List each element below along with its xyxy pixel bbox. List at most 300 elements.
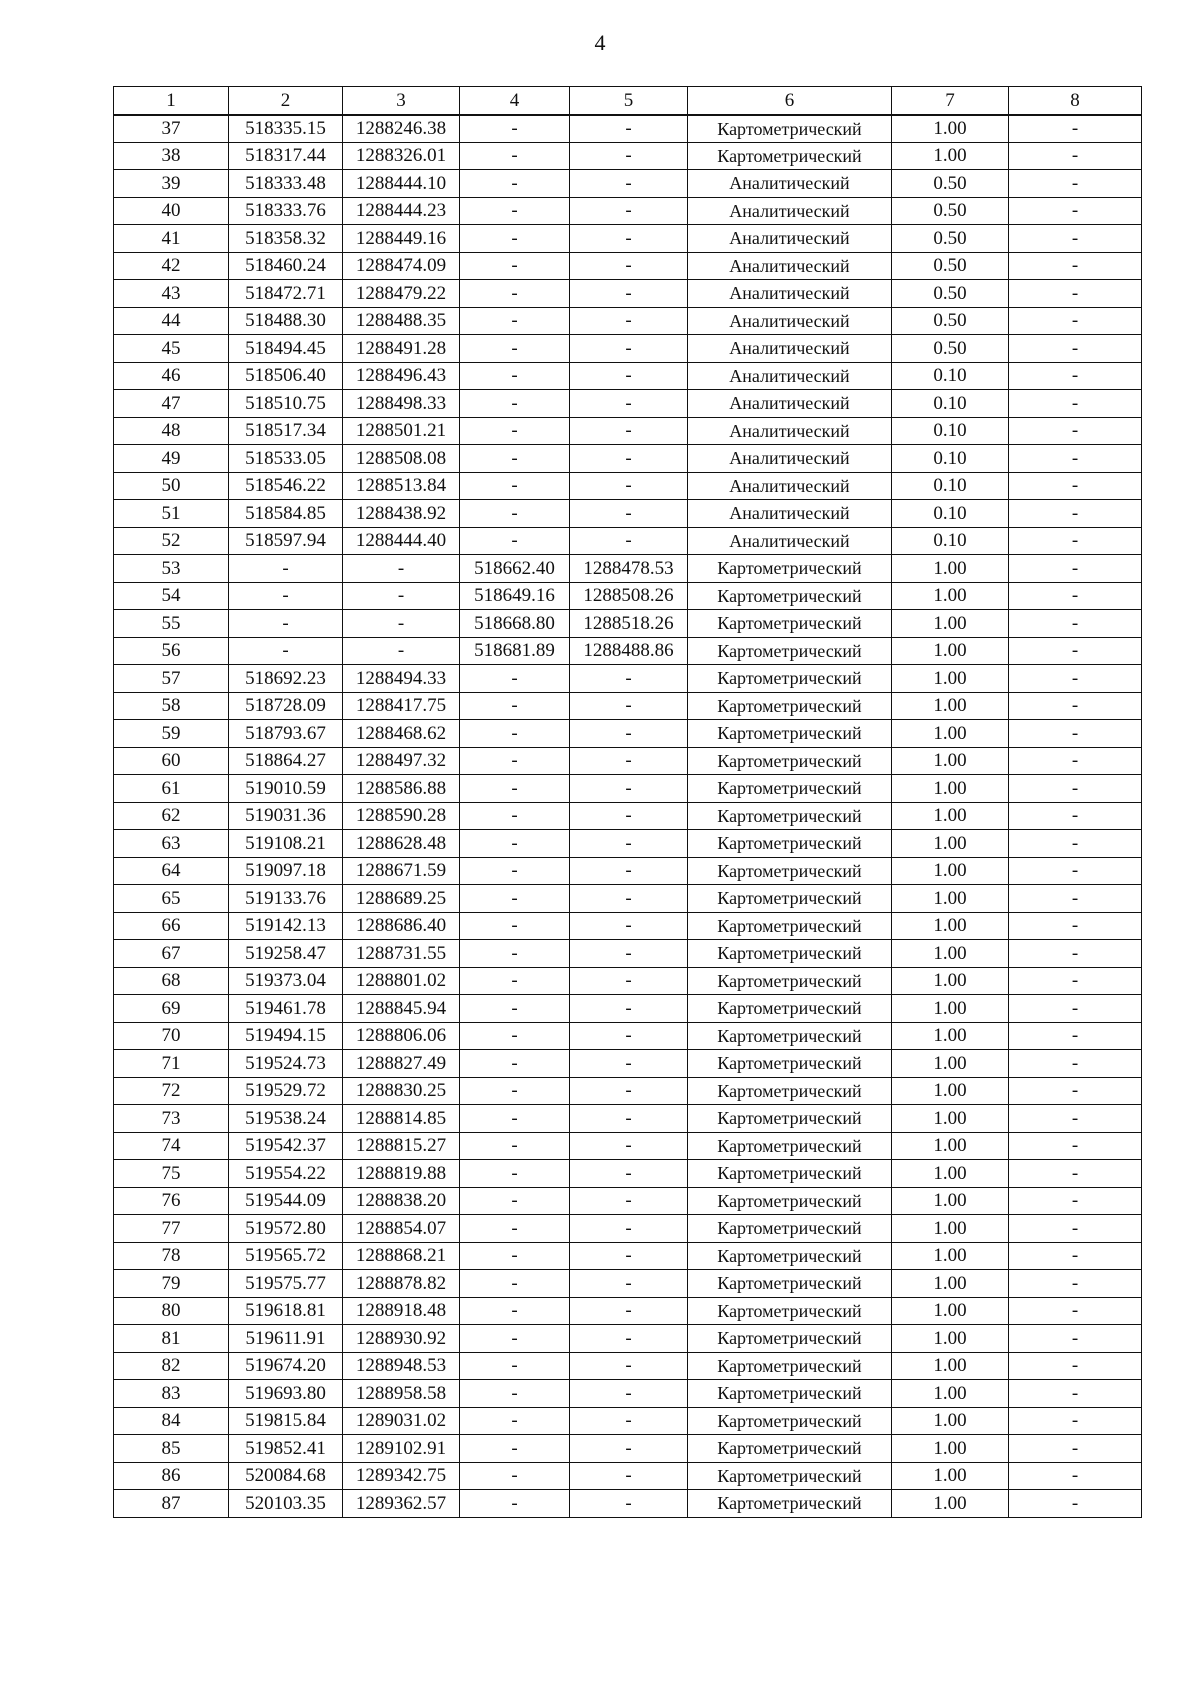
new-x-coordinate-cell: -	[460, 1022, 570, 1050]
table-row	[114, 280, 1142, 308]
y-coordinate-cell: 1289031.02	[343, 1407, 460, 1435]
method-cell: Картометрический	[688, 1380, 892, 1408]
x-coordinate-cell: 518506.40	[229, 362, 343, 390]
y-coordinate-cell: 1288494.33	[343, 665, 460, 693]
method-cell: Аналитический	[688, 335, 892, 363]
accuracy-cell: 1.00	[892, 1380, 1009, 1408]
y-coordinate-cell: 1288508.08	[343, 445, 460, 473]
y-coordinate-cell: 1289342.75	[343, 1462, 460, 1490]
method-cell: Картометрический	[688, 555, 892, 583]
point-number-cell: 78	[114, 1242, 229, 1270]
point-number-cell: 58	[114, 692, 229, 720]
method-cell: Картометрический	[688, 1462, 892, 1490]
table-row	[114, 1050, 1142, 1078]
point-number-cell: 83	[114, 1380, 229, 1408]
new-y-coordinate-cell: -	[570, 802, 688, 830]
accuracy-cell: 0.50	[892, 197, 1009, 225]
x-coordinate-cell: 518517.34	[229, 417, 343, 445]
new-y-coordinate-cell: -	[570, 885, 688, 913]
new-y-coordinate-cell: -	[570, 500, 688, 528]
table-row	[114, 500, 1142, 528]
y-coordinate-cell: 1288496.43	[343, 362, 460, 390]
x-coordinate-cell: 519538.24	[229, 1105, 343, 1133]
point-number-cell: 74	[114, 1132, 229, 1160]
new-y-coordinate-cell: -	[570, 417, 688, 445]
description-cell: -	[1009, 445, 1142, 473]
method-cell: Аналитический	[688, 417, 892, 445]
accuracy-cell: 0.10	[892, 362, 1009, 390]
table-row	[114, 885, 1142, 913]
table-row	[114, 967, 1142, 995]
new-y-coordinate-cell: -	[570, 1352, 688, 1380]
description-cell: -	[1009, 665, 1142, 693]
point-number-cell: 79	[114, 1270, 229, 1298]
new-y-coordinate-cell: -	[570, 1160, 688, 1188]
new-x-coordinate-cell: -	[460, 1160, 570, 1188]
x-coordinate-cell: 519524.73	[229, 1050, 343, 1078]
new-y-coordinate-cell: -	[570, 1297, 688, 1325]
point-number-cell: 82	[114, 1352, 229, 1380]
new-x-coordinate-cell: -	[460, 252, 570, 280]
new-x-coordinate-cell: -	[460, 225, 570, 253]
new-x-coordinate-cell: -	[460, 1462, 570, 1490]
new-x-coordinate-cell: -	[460, 335, 570, 363]
accuracy-cell: 1.00	[892, 747, 1009, 775]
new-x-coordinate-cell: -	[460, 1380, 570, 1408]
table-row	[114, 555, 1142, 583]
point-number-cell: 66	[114, 912, 229, 940]
method-cell: Картометрический	[688, 1105, 892, 1133]
description-cell: -	[1009, 637, 1142, 665]
column-header-5: 5	[570, 87, 688, 115]
new-x-coordinate-cell: -	[460, 857, 570, 885]
x-coordinate-cell: 519815.84	[229, 1407, 343, 1435]
new-y-coordinate-cell: -	[570, 335, 688, 363]
accuracy-cell: 1.00	[892, 610, 1009, 638]
method-cell: Картометрический	[688, 830, 892, 858]
table-body	[114, 115, 1142, 1518]
new-y-coordinate-cell: -	[570, 1242, 688, 1270]
y-coordinate-cell: 1288671.59	[343, 857, 460, 885]
accuracy-cell: 1.00	[892, 1022, 1009, 1050]
method-cell: Картометрический	[688, 967, 892, 995]
table-row	[114, 912, 1142, 940]
accuracy-cell: 1.00	[892, 995, 1009, 1023]
x-coordinate-cell: -	[229, 582, 343, 610]
method-cell: Картометрический	[688, 1297, 892, 1325]
description-cell: -	[1009, 1077, 1142, 1105]
x-coordinate-cell: 518864.27	[229, 747, 343, 775]
description-cell: -	[1009, 417, 1142, 445]
point-number-cell: 87	[114, 1490, 229, 1518]
table-row	[114, 1407, 1142, 1435]
table-row	[114, 1462, 1142, 1490]
accuracy-cell: 1.00	[892, 1462, 1009, 1490]
x-coordinate-cell: 518510.75	[229, 390, 343, 418]
method-cell: Картометрический	[688, 1325, 892, 1353]
point-number-cell: 62	[114, 802, 229, 830]
point-number-cell: 71	[114, 1050, 229, 1078]
point-number-cell: 75	[114, 1160, 229, 1188]
column-header-3: 3	[343, 87, 460, 115]
method-cell: Картометрический	[688, 995, 892, 1023]
accuracy-cell: 0.50	[892, 170, 1009, 198]
accuracy-cell: 0.10	[892, 500, 1009, 528]
accuracy-cell: 1.00	[892, 665, 1009, 693]
column-header-2: 2	[229, 87, 343, 115]
y-coordinate-cell: 1288444.10	[343, 170, 460, 198]
accuracy-cell: 1.00	[892, 1050, 1009, 1078]
point-number-cell: 47	[114, 390, 229, 418]
new-y-coordinate-cell: -	[570, 362, 688, 390]
y-coordinate-cell: 1288438.92	[343, 500, 460, 528]
method-cell: Аналитический	[688, 197, 892, 225]
point-number-cell: 45	[114, 335, 229, 363]
method-cell: Картометрический	[688, 637, 892, 665]
description-cell: -	[1009, 1325, 1142, 1353]
method-cell: Картометрический	[688, 115, 892, 143]
y-coordinate-cell: 1288845.94	[343, 995, 460, 1023]
description-cell: -	[1009, 362, 1142, 390]
method-cell: Картометрический	[688, 610, 892, 638]
x-coordinate-cell: 518546.22	[229, 472, 343, 500]
description-cell: -	[1009, 1050, 1142, 1078]
accuracy-cell: 0.50	[892, 280, 1009, 308]
accuracy-cell: 1.00	[892, 582, 1009, 610]
column-header-4: 4	[460, 87, 570, 115]
y-coordinate-cell: 1288590.28	[343, 802, 460, 830]
new-y-coordinate-cell: -	[570, 1325, 688, 1353]
new-y-coordinate-cell: -	[570, 1022, 688, 1050]
description-cell: -	[1009, 390, 1142, 418]
new-y-coordinate-cell: -	[570, 1270, 688, 1298]
accuracy-cell: 0.10	[892, 445, 1009, 473]
method-cell: Аналитический	[688, 527, 892, 555]
method-cell: Аналитический	[688, 280, 892, 308]
x-coordinate-cell: 518472.71	[229, 280, 343, 308]
column-header-6: 6	[688, 87, 892, 115]
point-number-cell: 53	[114, 555, 229, 583]
table-row	[114, 940, 1142, 968]
description-cell: -	[1009, 555, 1142, 583]
method-cell: Картометрический	[688, 747, 892, 775]
method-cell: Картометрический	[688, 1022, 892, 1050]
new-x-coordinate-cell: -	[460, 170, 570, 198]
method-cell: Картометрический	[688, 1270, 892, 1298]
accuracy-cell: 1.00	[892, 775, 1009, 803]
y-coordinate-cell: 1288474.09	[343, 252, 460, 280]
description-cell: -	[1009, 720, 1142, 748]
new-x-coordinate-cell: -	[460, 1077, 570, 1105]
y-coordinate-cell: 1288958.58	[343, 1380, 460, 1408]
table-row	[114, 665, 1142, 693]
new-y-coordinate-cell: -	[570, 472, 688, 500]
new-y-coordinate-cell: -	[570, 1407, 688, 1435]
new-x-coordinate-cell: -	[460, 995, 570, 1023]
method-cell: Картометрический	[688, 802, 892, 830]
table-row	[114, 225, 1142, 253]
x-coordinate-cell: -	[229, 610, 343, 638]
method-cell: Картометрический	[688, 142, 892, 170]
point-number-cell: 40	[114, 197, 229, 225]
x-coordinate-cell: 519618.81	[229, 1297, 343, 1325]
table-row	[114, 1215, 1142, 1243]
new-y-coordinate-cell: -	[570, 857, 688, 885]
x-coordinate-cell: 518488.30	[229, 307, 343, 335]
point-number-cell: 37	[114, 115, 229, 143]
new-y-coordinate-cell: -	[570, 720, 688, 748]
new-y-coordinate-cell: -	[570, 527, 688, 555]
method-cell: Картометрический	[688, 582, 892, 610]
point-number-cell: 46	[114, 362, 229, 390]
accuracy-cell: 1.00	[892, 637, 1009, 665]
y-coordinate-cell: 1288806.06	[343, 1022, 460, 1050]
accuracy-cell: 1.00	[892, 1242, 1009, 1270]
x-coordinate-cell: 518358.32	[229, 225, 343, 253]
new-y-coordinate-cell: -	[570, 170, 688, 198]
x-coordinate-cell: 519554.22	[229, 1160, 343, 1188]
new-y-coordinate-cell: -	[570, 252, 688, 280]
x-coordinate-cell: 518335.15	[229, 115, 343, 143]
point-number-cell: 67	[114, 940, 229, 968]
new-x-coordinate-cell: -	[460, 1270, 570, 1298]
new-x-coordinate-cell: -	[460, 307, 570, 335]
method-cell: Картометрический	[688, 1352, 892, 1380]
description-cell: -	[1009, 775, 1142, 803]
y-coordinate-cell: 1288488.35	[343, 307, 460, 335]
x-coordinate-cell: 518333.48	[229, 170, 343, 198]
accuracy-cell: 1.00	[892, 1187, 1009, 1215]
point-number-cell: 55	[114, 610, 229, 638]
accuracy-cell: 0.10	[892, 417, 1009, 445]
x-coordinate-cell: 519674.20	[229, 1352, 343, 1380]
x-coordinate-cell: 518333.76	[229, 197, 343, 225]
new-x-coordinate-cell: -	[460, 1407, 570, 1435]
point-number-cell: 41	[114, 225, 229, 253]
description-cell: -	[1009, 912, 1142, 940]
method-cell: Картометрический	[688, 1407, 892, 1435]
new-y-coordinate-cell: -	[570, 747, 688, 775]
description-cell: -	[1009, 1187, 1142, 1215]
accuracy-cell: 1.00	[892, 1352, 1009, 1380]
description-cell: -	[1009, 527, 1142, 555]
table-row	[114, 362, 1142, 390]
method-cell: Аналитический	[688, 307, 892, 335]
point-number-cell: 72	[114, 1077, 229, 1105]
x-coordinate-cell: 519097.18	[229, 857, 343, 885]
new-y-coordinate-cell: 1288488.86	[570, 637, 688, 665]
new-y-coordinate-cell: -	[570, 390, 688, 418]
table-row	[114, 307, 1142, 335]
column-header-7: 7	[892, 87, 1009, 115]
table-row	[114, 252, 1142, 280]
table-row	[114, 142, 1142, 170]
x-coordinate-cell: 519611.91	[229, 1325, 343, 1353]
x-coordinate-cell: 519544.09	[229, 1187, 343, 1215]
table-row	[114, 1160, 1142, 1188]
x-coordinate-cell: 519542.37	[229, 1132, 343, 1160]
new-y-coordinate-cell: -	[570, 445, 688, 473]
header-row	[114, 87, 1142, 115]
point-number-cell: 70	[114, 1022, 229, 1050]
new-x-coordinate-cell: -	[460, 115, 570, 143]
accuracy-cell: 0.50	[892, 252, 1009, 280]
method-cell: Картометрический	[688, 1435, 892, 1463]
accuracy-cell: 0.50	[892, 307, 1009, 335]
new-y-coordinate-cell: -	[570, 830, 688, 858]
new-y-coordinate-cell: -	[570, 995, 688, 1023]
y-coordinate-cell: 1288930.92	[343, 1325, 460, 1353]
y-coordinate-cell: 1288444.23	[343, 197, 460, 225]
y-coordinate-cell: 1288830.25	[343, 1077, 460, 1105]
description-cell: -	[1009, 610, 1142, 638]
new-y-coordinate-cell: -	[570, 1380, 688, 1408]
x-coordinate-cell: 519572.80	[229, 1215, 343, 1243]
accuracy-cell: 1.00	[892, 1407, 1009, 1435]
description-cell: -	[1009, 170, 1142, 198]
new-x-coordinate-cell: -	[460, 1352, 570, 1380]
accuracy-cell: 1.00	[892, 1490, 1009, 1518]
new-x-coordinate-cell: -	[460, 830, 570, 858]
accuracy-cell: 1.00	[892, 115, 1009, 143]
description-cell: -	[1009, 1490, 1142, 1518]
new-x-coordinate-cell: 518681.89	[460, 637, 570, 665]
description-cell: -	[1009, 1352, 1142, 1380]
description-cell: -	[1009, 472, 1142, 500]
new-x-coordinate-cell: -	[460, 1435, 570, 1463]
y-coordinate-cell: 1288731.55	[343, 940, 460, 968]
description-cell: -	[1009, 1435, 1142, 1463]
new-y-coordinate-cell: -	[570, 115, 688, 143]
new-y-coordinate-cell: -	[570, 1187, 688, 1215]
accuracy-cell: 1.00	[892, 857, 1009, 885]
method-cell: Картометрический	[688, 1490, 892, 1518]
method-cell: Картометрический	[688, 720, 892, 748]
point-number-cell: 51	[114, 500, 229, 528]
new-y-coordinate-cell: -	[570, 142, 688, 170]
point-number-cell: 77	[114, 1215, 229, 1243]
y-coordinate-cell: 1288819.88	[343, 1160, 460, 1188]
description-cell: -	[1009, 967, 1142, 995]
y-coordinate-cell: -	[343, 582, 460, 610]
table-row	[114, 857, 1142, 885]
point-number-cell: 56	[114, 637, 229, 665]
new-x-coordinate-cell: -	[460, 912, 570, 940]
description-cell: -	[1009, 307, 1142, 335]
table-row	[114, 1352, 1142, 1380]
method-cell: Картометрический	[688, 775, 892, 803]
y-coordinate-cell: 1288246.38	[343, 115, 460, 143]
column-header-8: 8	[1009, 87, 1142, 115]
accuracy-cell: 0.10	[892, 527, 1009, 555]
accuracy-cell: 1.00	[892, 720, 1009, 748]
description-cell: -	[1009, 940, 1142, 968]
table-row	[114, 610, 1142, 638]
new-y-coordinate-cell: -	[570, 280, 688, 308]
accuracy-cell: 1.00	[892, 1105, 1009, 1133]
accuracy-cell: 1.00	[892, 802, 1009, 830]
accuracy-cell: 1.00	[892, 1077, 1009, 1105]
method-cell: Картометрический	[688, 1132, 892, 1160]
table-row	[114, 1242, 1142, 1270]
method-cell: Картометрический	[688, 665, 892, 693]
point-number-cell: 76	[114, 1187, 229, 1215]
accuracy-cell: 1.00	[892, 940, 1009, 968]
y-coordinate-cell: 1288814.85	[343, 1105, 460, 1133]
table-row	[114, 720, 1142, 748]
x-coordinate-cell: 519494.15	[229, 1022, 343, 1050]
point-number-cell: 85	[114, 1435, 229, 1463]
x-coordinate-cell: 518317.44	[229, 142, 343, 170]
y-coordinate-cell: 1288513.84	[343, 472, 460, 500]
new-x-coordinate-cell: -	[460, 1187, 570, 1215]
x-coordinate-cell: -	[229, 637, 343, 665]
table-row	[114, 1022, 1142, 1050]
description-cell: -	[1009, 280, 1142, 308]
new-y-coordinate-cell: -	[570, 692, 688, 720]
accuracy-cell: 0.10	[892, 390, 1009, 418]
description-cell: -	[1009, 1407, 1142, 1435]
accuracy-cell: 1.00	[892, 555, 1009, 583]
new-x-coordinate-cell: -	[460, 1050, 570, 1078]
new-x-coordinate-cell: -	[460, 1325, 570, 1353]
accuracy-cell: 1.00	[892, 1435, 1009, 1463]
description-cell: -	[1009, 1380, 1142, 1408]
description-cell: -	[1009, 857, 1142, 885]
table-row	[114, 747, 1142, 775]
y-coordinate-cell: 1288326.01	[343, 142, 460, 170]
table-row	[114, 830, 1142, 858]
point-number-cell: 69	[114, 995, 229, 1023]
method-cell: Картометрический	[688, 1242, 892, 1270]
accuracy-cell: 0.10	[892, 472, 1009, 500]
x-coordinate-cell: 519031.36	[229, 802, 343, 830]
description-cell: -	[1009, 1105, 1142, 1133]
point-number-cell: 80	[114, 1297, 229, 1325]
description-cell: -	[1009, 1160, 1142, 1188]
accuracy-cell: 1.00	[892, 142, 1009, 170]
point-number-cell: 59	[114, 720, 229, 748]
y-coordinate-cell: 1288854.07	[343, 1215, 460, 1243]
accuracy-cell: 1.00	[892, 1215, 1009, 1243]
method-cell: Картометрический	[688, 912, 892, 940]
description-cell: -	[1009, 747, 1142, 775]
table-row	[114, 1435, 1142, 1463]
new-x-coordinate-cell: 518649.16	[460, 582, 570, 610]
method-cell: Аналитический	[688, 445, 892, 473]
new-x-coordinate-cell: -	[460, 940, 570, 968]
y-coordinate-cell: 1288491.28	[343, 335, 460, 363]
point-number-cell: 42	[114, 252, 229, 280]
new-y-coordinate-cell: -	[570, 225, 688, 253]
x-coordinate-cell: 519373.04	[229, 967, 343, 995]
point-number-cell: 48	[114, 417, 229, 445]
x-coordinate-cell: 518533.05	[229, 445, 343, 473]
point-number-cell: 57	[114, 665, 229, 693]
new-x-coordinate-cell: -	[460, 527, 570, 555]
new-x-coordinate-cell: -	[460, 500, 570, 528]
description-cell: -	[1009, 692, 1142, 720]
table-row	[114, 472, 1142, 500]
accuracy-cell: 1.00	[892, 830, 1009, 858]
description-cell: -	[1009, 115, 1142, 143]
method-cell: Аналитический	[688, 225, 892, 253]
y-coordinate-cell: 1288501.21	[343, 417, 460, 445]
point-number-cell: 49	[114, 445, 229, 473]
x-coordinate-cell: 519133.76	[229, 885, 343, 913]
new-x-coordinate-cell: -	[460, 747, 570, 775]
point-number-cell: 81	[114, 1325, 229, 1353]
